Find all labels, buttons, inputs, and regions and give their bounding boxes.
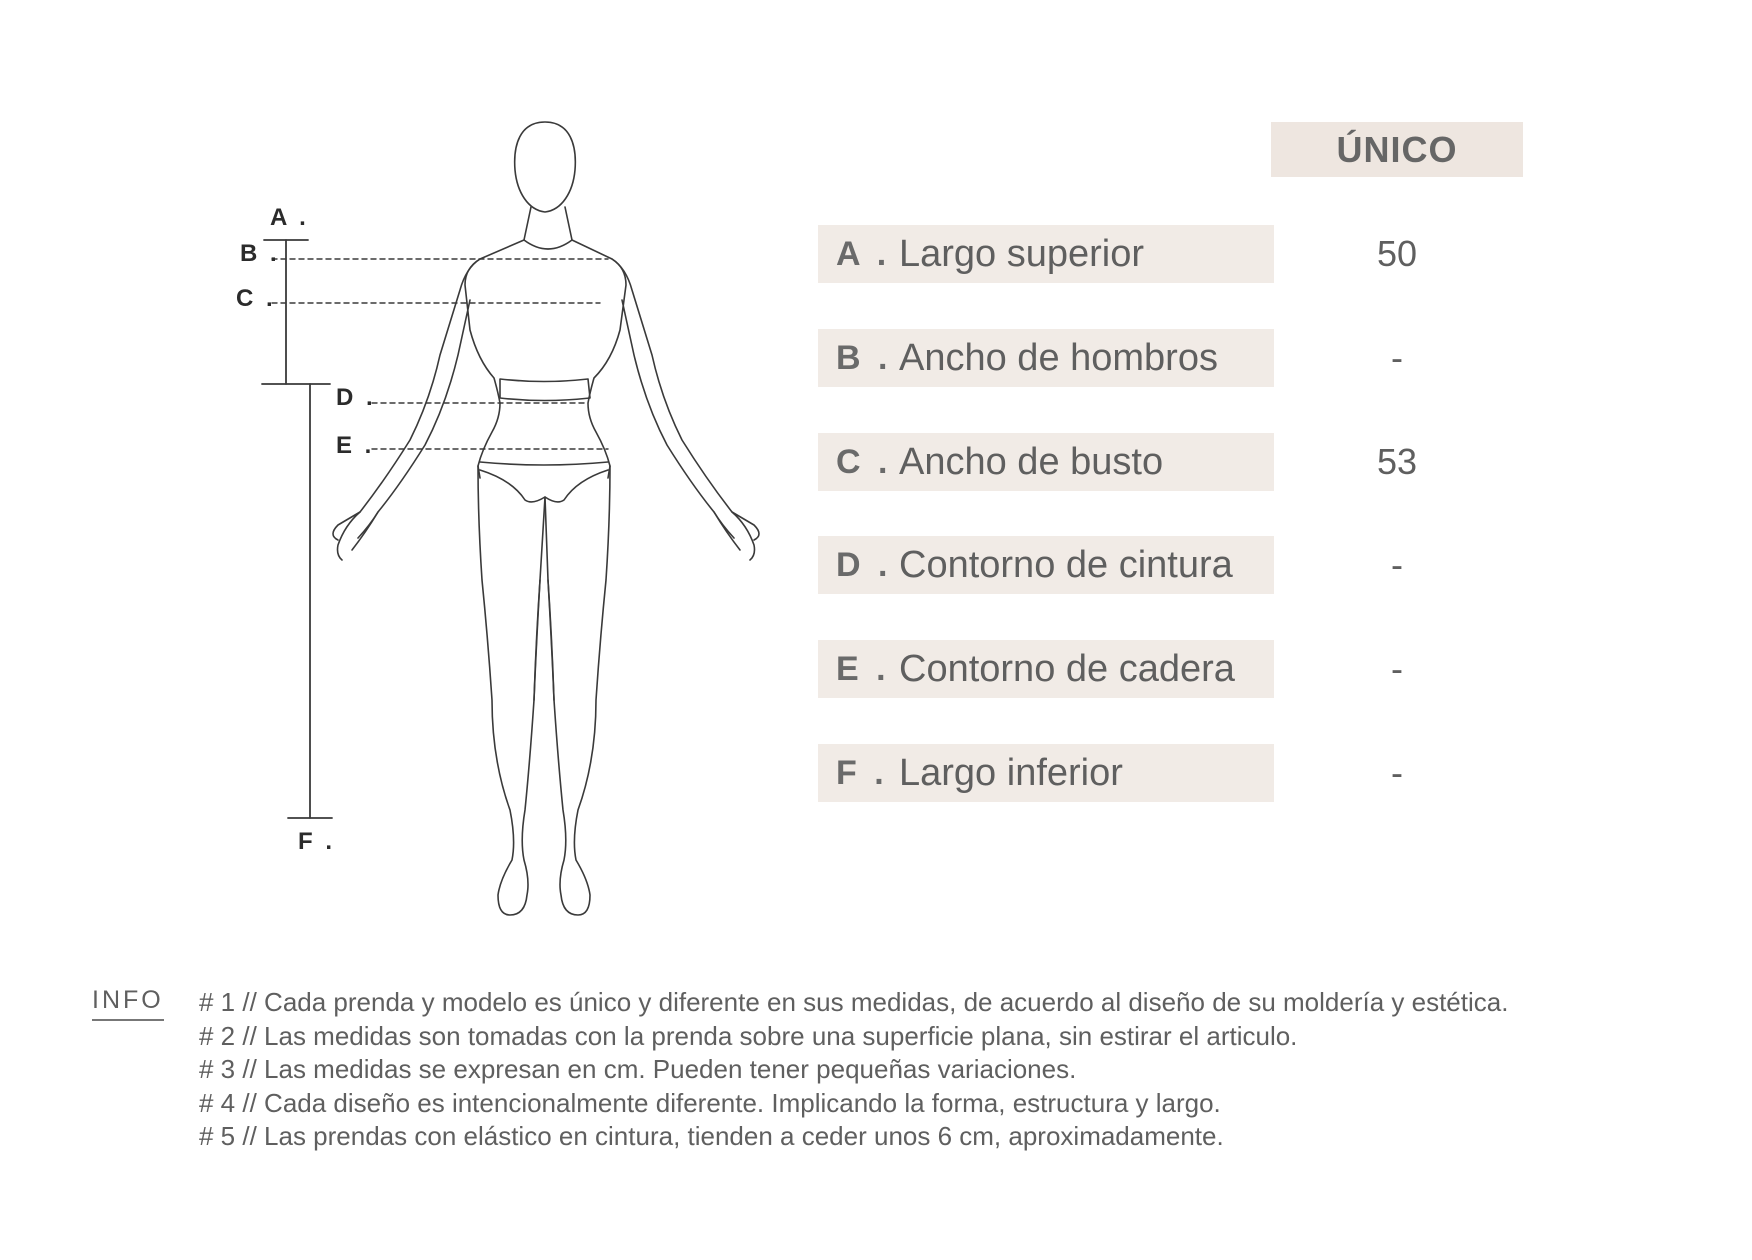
size-column-header: ÚNICO	[1271, 122, 1523, 177]
measure-label-c	[818, 433, 1274, 491]
measure-value-f: -	[1391, 752, 1403, 793]
figure-neck	[524, 207, 572, 249]
info-title: INFO	[92, 986, 164, 1021]
measure-name: Ancho de hombros	[899, 336, 1218, 379]
measure-letter: C .	[836, 442, 892, 481]
measure-letter: A .	[836, 234, 891, 273]
measure-name: Ancho de busto	[899, 440, 1164, 483]
measure-label-f	[818, 744, 1274, 802]
measure-letter: B .	[836, 338, 892, 377]
figure-left-hand	[333, 512, 378, 550]
measure-label-b	[818, 329, 1274, 387]
figure-right-hand	[714, 512, 759, 550]
measure-value-b: -	[1391, 337, 1403, 378]
marker-e: E .	[336, 432, 375, 459]
measure-value-d: -	[1391, 544, 1403, 585]
figure-torso	[465, 240, 626, 478]
marker-f: F .	[298, 828, 335, 855]
info-note: # 2 // Las medidas son tomadas con la prenda sobre una superficie plana, sin estirar el articulo.	[199, 1020, 1298, 1051]
measure-letter: D .	[836, 545, 892, 584]
measure-name: Largo inferior	[899, 751, 1123, 794]
figure-bra	[500, 379, 590, 401]
measure-label-e	[818, 640, 1274, 698]
info-note: # 5 // Las prendas con elástico en cintura, tienden a ceder unos 6 cm, aproximadamente.	[199, 1121, 1224, 1151]
figure-right-leg	[545, 466, 610, 915]
marker-a: A .	[270, 204, 309, 231]
figure-briefs	[480, 462, 608, 502]
measure-value-e: -	[1391, 648, 1403, 689]
measure-value-a: 50	[1376, 233, 1418, 274]
measure-name: Contorno de cintura	[899, 543, 1233, 586]
marker-c: C .	[236, 285, 276, 312]
measure-label-a	[818, 225, 1274, 283]
measure-letter: E .	[836, 649, 890, 688]
marker-b: B .	[240, 240, 280, 267]
info-note: # 3 // Las medidas se expresan en cm. Pueden tener pequeñas variaciones.	[199, 1054, 1077, 1084]
marker-d: D .	[336, 384, 376, 411]
measure-name: Contorno de cadera	[899, 647, 1235, 690]
figure-inner-legs	[534, 580, 554, 700]
measure-label-d	[818, 536, 1274, 594]
figure-right-arm	[612, 259, 755, 560]
measure-value-c: 53	[1376, 441, 1418, 482]
measure-letter: F .	[836, 753, 888, 792]
figure-head	[515, 122, 576, 212]
measure-name: Largo superior	[899, 232, 1145, 275]
info-note: # 4 // Cada diseño es intencionalmente diferente. Implicando la forma, estructura y largo.	[199, 1087, 1221, 1118]
info-notes	[199, 986, 1719, 1154]
info-note: # 1 // Cada prenda y modelo es único y diferente en sus medidas, de acuerdo al diseño de su moldería y estética.	[199, 987, 1509, 1017]
